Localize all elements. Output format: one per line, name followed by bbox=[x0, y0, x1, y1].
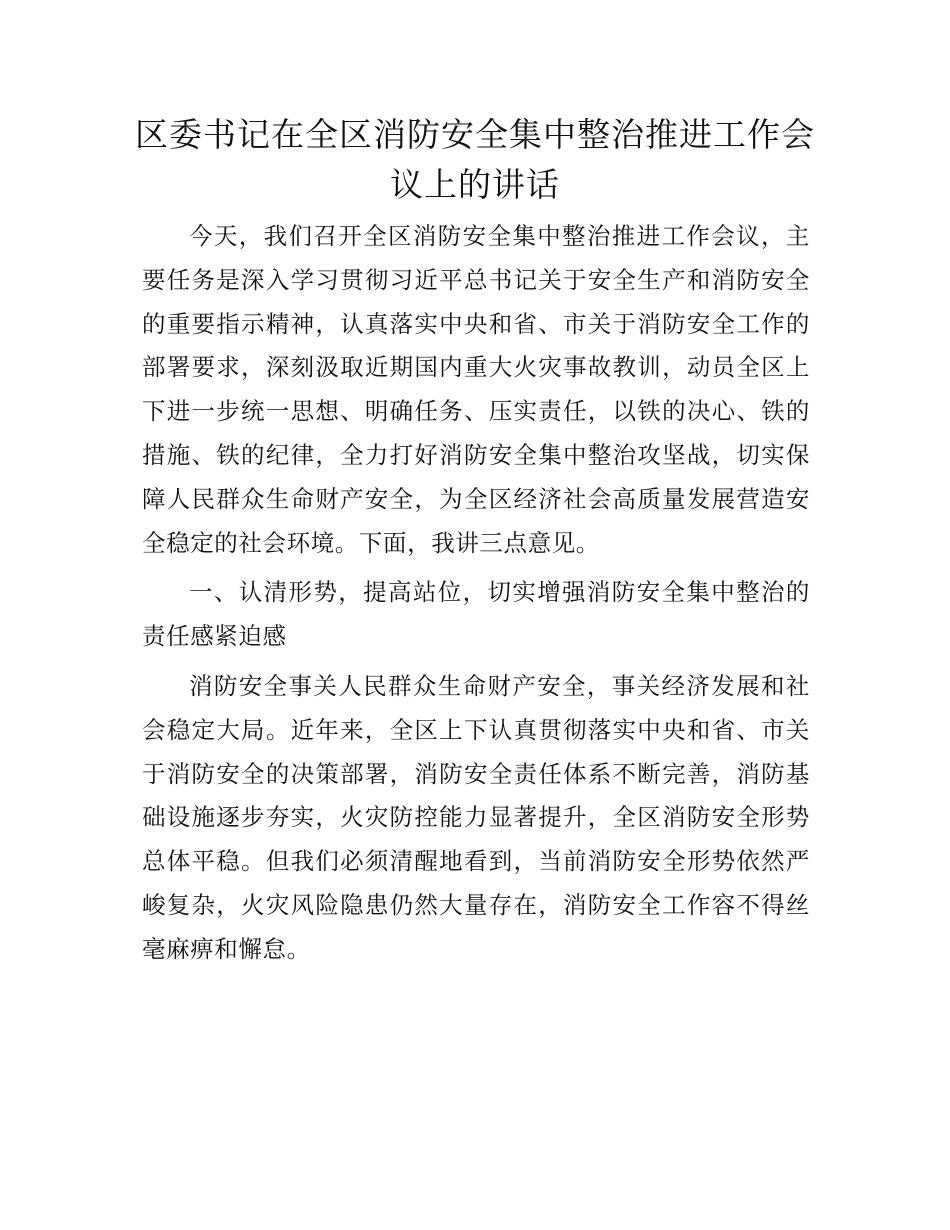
section-heading-1: 一、认清形势，提高站位，切实增强消防安全集中整治的责任感紧迫感 bbox=[142, 578, 810, 651]
document-body bbox=[142, 215, 810, 972]
paragraph-situation: 消防安全事关人民群众生命财产安全，事关经济发展和社会稳定大局。近年来，全区上下认真贯彻落实中央和省、市关于消防安全的决策部署，消防安全责任体系不断完善，消防基础设施逐步夯实，火灾防控能力显著提升，全区消防安全形势总体平稳。但我们必须清醒地看到，当前消防安全形势依然严峻复杂，火灾风险隐患仍然大量存在，消防安全工作容不得丝毫麻痹和懈怠。 bbox=[142, 671, 810, 963]
document-title bbox=[120, 110, 830, 210]
title-line-2: 议上的讲话 bbox=[390, 165, 560, 204]
title-line-1: 区委书记在全区消防安全集中整治推进工作会 bbox=[135, 115, 815, 154]
paragraph-intro: 今天，我们召开全区消防安全集中整治推进工作会议，主要任务是深入学习贯彻习近平总书记关于安全生产和消防安全的重要指示精神，认真落实中央和省、市关于消防安全工作的部署要求，深刻汲取近期国内重大火灾事故教训，动员全区上下进一步统一思想、明确任务、压实责任，以铁的决心、铁的措施、铁的纪律，全力打好消防安全集中整治攻坚战，切实保障人民群众生命财产安全，为全区经济社会高质量发展营造安全稳定的社会环境。下面，我讲三点意见。 bbox=[142, 222, 810, 557]
